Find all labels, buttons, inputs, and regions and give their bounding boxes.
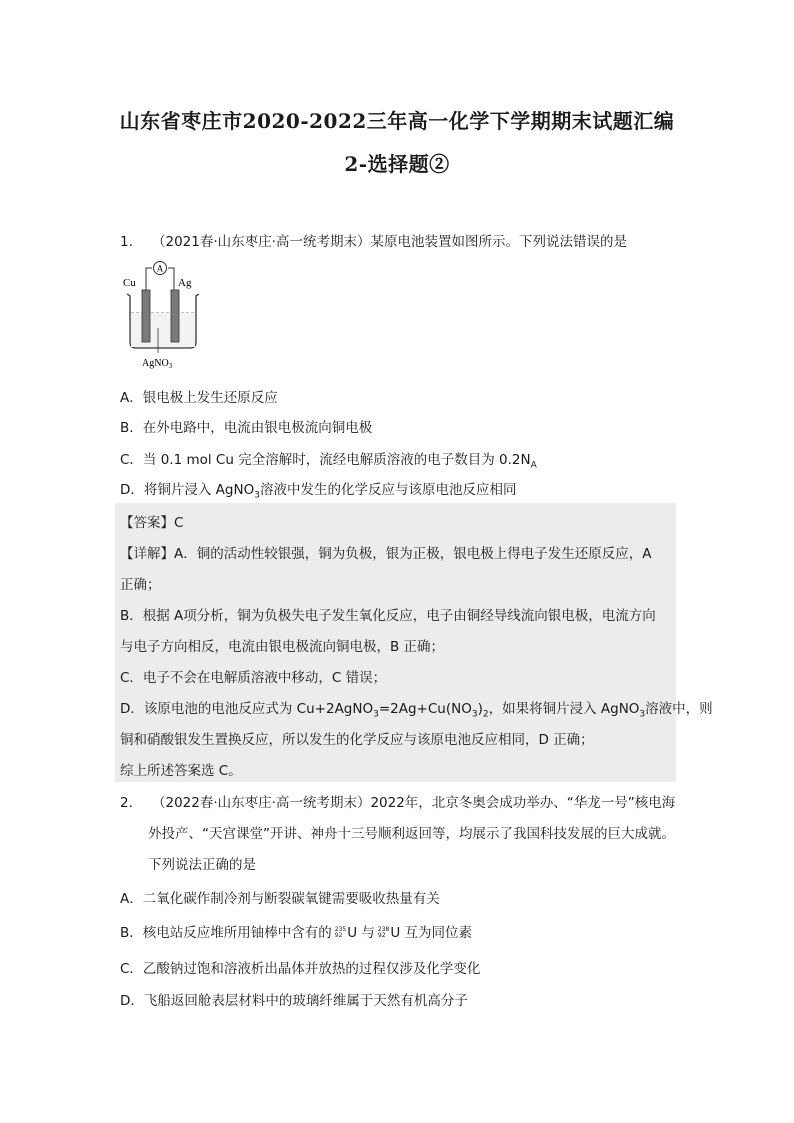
detail-text: 溶液中，则 — [645, 701, 713, 717]
q2-option-d: D．飞船返回舱表层材料中的玻璃纤维属于天然有机高分子 — [120, 993, 468, 1009]
option-text: B．核电站反应堆所用铀棒中含有的 — [120, 925, 332, 941]
answer-label: 【答案】C — [120, 515, 184, 531]
detail-line-4: 与电子方向相反，电流由银电极流向铜电极，B 正确； — [120, 639, 445, 655]
option-text: D．将铜片浸入 AgNO — [120, 482, 255, 498]
q1-option-a: A．银电极上发生还原反应 — [120, 390, 278, 406]
subscript: 3 — [639, 709, 646, 720]
detail-line-3: B．根据 A项分析，铜为负极失电子发生氧化反应，电子由铜经导线流向银电极，电流方向 — [120, 608, 656, 624]
document-title: 山东省枣庄市2020-2022三年高一化学下学期期末试题汇编 — [119, 109, 675, 133]
atomic-number: 92 — [377, 932, 386, 939]
wire-left — [146, 268, 152, 292]
option-text: U 互为同位素 — [390, 925, 473, 941]
question-number: 2. — [120, 795, 133, 811]
isotope-notation — [335, 927, 346, 939]
atomic-number: 92 — [334, 932, 343, 939]
question-1-stem — [120, 230, 627, 250]
question-text: （2021春·山东枣庄·高一统考期末）某原电池装置如图所示。下列说法错误的是 — [152, 234, 627, 250]
ammeter-label: A — [156, 263, 164, 274]
question-2-stem-1 — [120, 791, 675, 811]
option-text: C．当 0.1 mol Cu 完全溶解时，流经电解质溶液的电子数目为 0.2N — [120, 452, 531, 468]
question-text: （2022春·山东枣庄·高一统考期末）2022年，北京冬奥会成功举办、“华龙一号”核电海 — [152, 795, 676, 811]
wire-right — [168, 268, 174, 292]
q1-option-b: B．在外电路中，电流由银电极流向铜电极 — [120, 420, 373, 436]
subscript: 3 — [471, 709, 478, 720]
copper-electrode — [142, 290, 150, 342]
detail-text: ) — [477, 701, 483, 717]
detail-line-8: 综上所述答案选 C。 — [120, 763, 242, 779]
document-subtitle: 2-选择题② — [344, 152, 450, 176]
question-2-stem-3: 下列说法正确的是 — [148, 857, 256, 873]
question-2-stem-2: 外投产、“天宫课堂”开讲、神舟十三号顺利返回等，均展示了我国科技发展的巨大成就。 — [148, 826, 675, 842]
option-text: U 与 — [347, 925, 375, 941]
copper-label: Cu — [123, 277, 136, 289]
q2-option-b — [120, 921, 472, 941]
subscript: A — [530, 460, 537, 471]
q1-option-c — [120, 448, 537, 471]
detail-text: D．该原电池的电池反应式为 Cu+2AgNO — [120, 701, 374, 717]
galvanic-cell-figure — [122, 258, 212, 370]
detail-line-1: 【详解】A．铜的活动性较银强，铜为负极，银为正极，银电极上得电子发生还原反应，A — [120, 546, 652, 562]
detail-text: ，如果将铜片浸入 AgNO — [488, 701, 640, 717]
subscript: 3 — [373, 709, 379, 720]
detail-line-2: 正确； — [120, 577, 161, 593]
electrolyte-solution — [131, 313, 195, 347]
mass-number: 235 — [334, 926, 347, 933]
option-text: 溶液中发生的化学反应与该原电池反应相同 — [259, 482, 517, 498]
detail-line-7: 铜和硝酸银发生置换反应，所以发生的化学反应与该原电池反应相同，D 正确； — [120, 732, 594, 748]
mass-number: 238 — [377, 926, 390, 933]
detail-line-5: C．电子不会在电解质溶液中移动，C 错误； — [120, 670, 387, 686]
silver-label: Ag — [178, 277, 192, 289]
subscript: 2 — [482, 709, 489, 720]
solution-label: AgNO$_3$ — [142, 358, 173, 370]
q1-option-d — [120, 478, 516, 501]
detail-line-6 — [120, 697, 713, 720]
question-number: 1. — [120, 234, 133, 250]
subscript: 3 — [254, 490, 260, 501]
detail-text: =2Ag+Cu(NO — [378, 701, 472, 717]
silver-electrode — [171, 290, 179, 342]
q2-option-c: C．乙酸钠过饱和溶液析出晶体并放热的过程仅涉及化学变化 — [120, 961, 481, 977]
isotope-notation — [378, 927, 389, 939]
q2-option-a: A．二氧化碳作制冷剂与断裂碳氧键需要吸收热量有关 — [120, 891, 440, 907]
